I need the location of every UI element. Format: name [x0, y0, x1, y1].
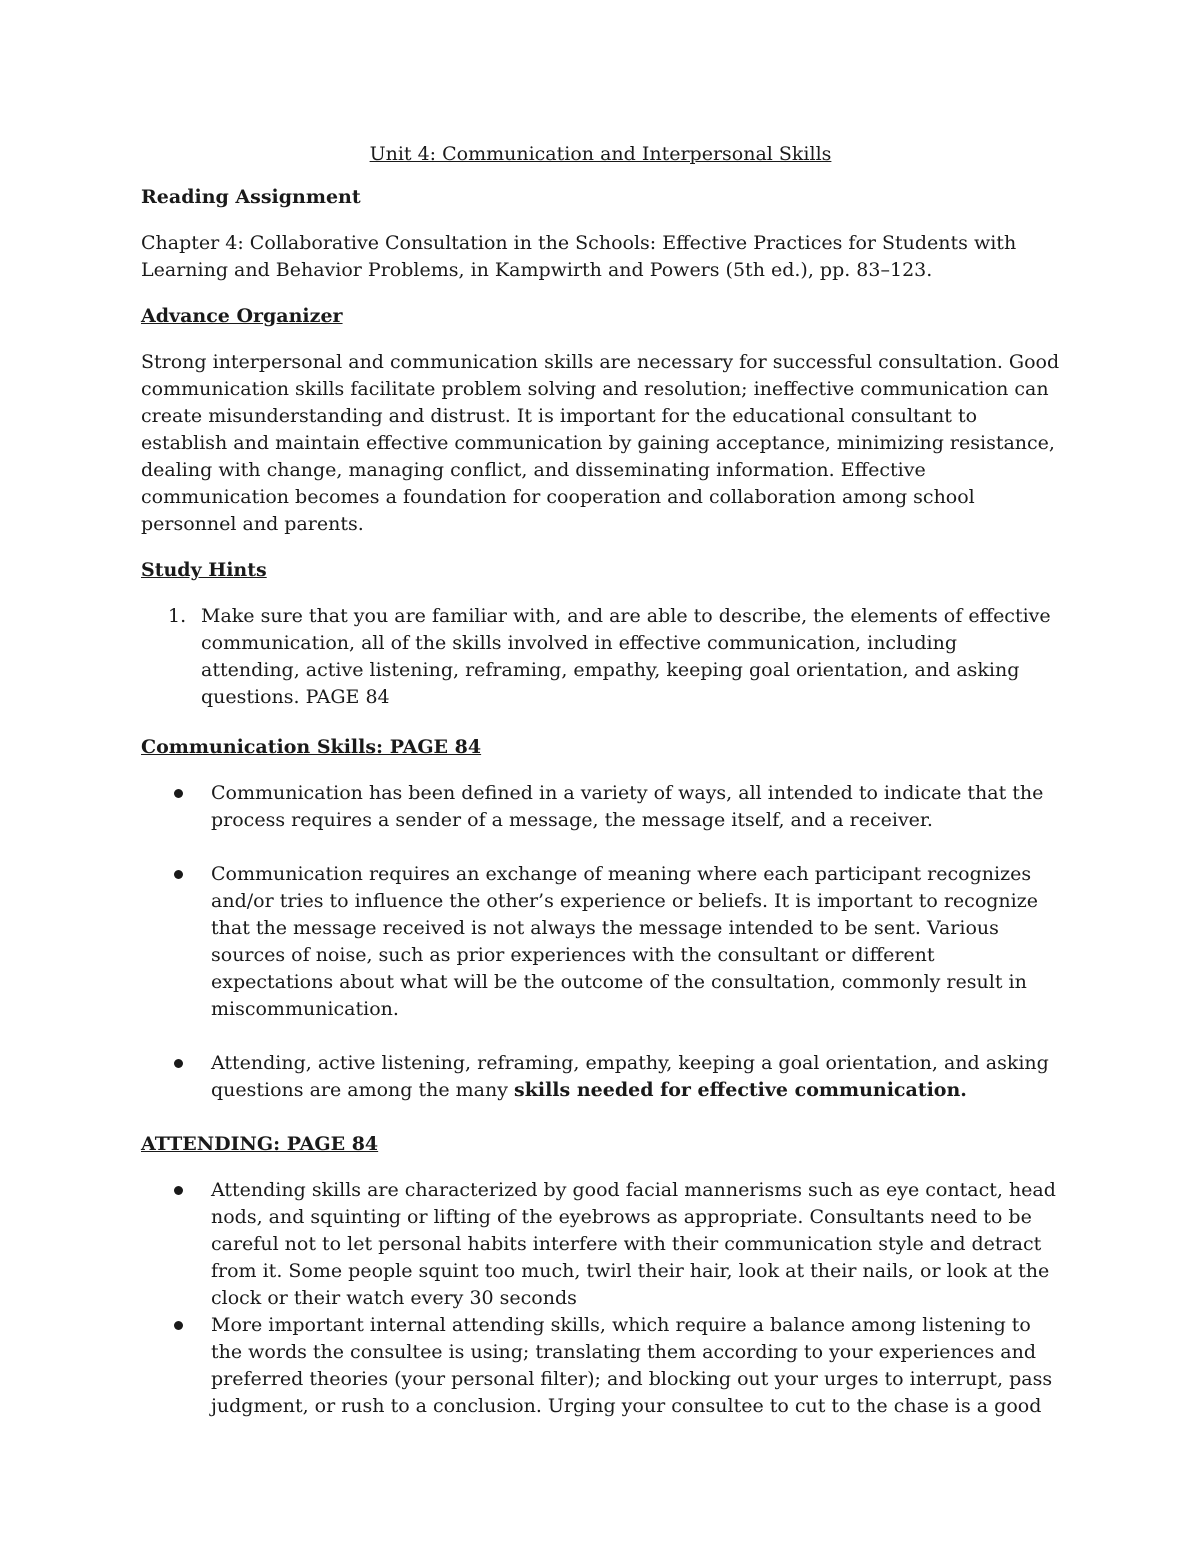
list-item — [141, 1177, 1060, 1312]
study-hints-heading: Study Hints — [141, 559, 267, 581]
list-item — [141, 1312, 1060, 1420]
document-title: Unit 4: Communication and Interpersonal Skills — [369, 143, 832, 165]
communication-skills-list — [141, 780, 1060, 1104]
list-item-text: Make sure that you are familiar with, and are able to describe, the elements of effective communication, all of the skills involved in effective communication, including attending, active listening, reframing, empathy, keeping goal orientation, and asking questions. PAGE 84 — [201, 605, 1051, 708]
communication-skills-heading: Communication Skills: PAGE 84 — [141, 736, 482, 758]
advance-organizer-text: Strong interpersonal and communication skills are necessary for successful consultation. Good communication skills facilitate problem solving and resolution; ineffective communication can create misunderstanding and distrust. It is important for the educational consultant to establish and maintain effective communication by gaining acceptance, minimizing resistance, dealing with change, managing conflict, and disseminating information. Effective communication becomes a foundation for cooperation and collaboration among school personnel and parents. — [141, 351, 1060, 535]
list-item-text: Attending, active listening, reframing, empathy, keeping a goal orientation, and asking questions are among the many — [211, 1052, 1049, 1101]
list-item-text: More important internal attending skills, which require a balance among listening to the words the consultee is using; translating them according to your experiences and preferred theories (your personal filter); and blocking out your urges to interrupt, pass judgment, or rush to a conclusion. Urging your consultee to cut to the chase is a good — [211, 1314, 1053, 1417]
attending-heading: ATTENDING: PAGE 84 — [141, 1133, 379, 1155]
bullet-icon — [174, 1186, 183, 1195]
bullet-icon — [174, 870, 183, 879]
bullet-icon — [174, 1321, 183, 1330]
list-item — [141, 780, 1060, 834]
reading-assignment-text: Chapter 4: Collaborative Consultation in the Schools: Effective Practices for Students with Learning and Behavior Problems, in Kampwirth and Powers (5th ed.), pp. 83–123. — [141, 232, 1017, 281]
reading-assignment-heading: Reading Assignment — [141, 186, 361, 208]
bullet-icon — [174, 1059, 183, 1068]
list-item — [141, 603, 1060, 711]
advance-organizer-heading: Advance Organizer — [141, 305, 343, 327]
list-item-bold-text: skills needed for effective communication. — [514, 1079, 967, 1101]
list-item-text: Attending skills are characterized by good facial mannerisms such as eye contact, head nods, and squinting or lifting of the eyebrows as appropriate. Consultants need to be careful not to let personal habits interfere with their communication style and detract from it. Some people squint too much, twirl their hair, look at their nails, or look at the clock or their watch every 30 seconds — [211, 1179, 1056, 1309]
list-item — [141, 861, 1060, 1023]
list-item-text: Communication has been defined in a variety of ways, all intended to indicate that the process requires a sender of a message, the message itself, and a receiver. — [211, 782, 1044, 831]
list-item — [141, 1050, 1060, 1104]
study-hints-list — [141, 603, 1060, 711]
attending-list — [141, 1177, 1060, 1420]
list-item-text: Communication requires an exchange of meaning where each participant recognizes and/or tries to influence the other’s experience or beliefs. It is important to recognize that the message received is not always the message intended to be sent. Various sources of noise, such as prior experiences with the consultant or different expectations about what will be the outcome of the consultation, commonly result in miscommunication. — [211, 863, 1038, 1020]
bullet-icon — [174, 789, 183, 798]
list-number: 1. — [168, 605, 187, 627]
